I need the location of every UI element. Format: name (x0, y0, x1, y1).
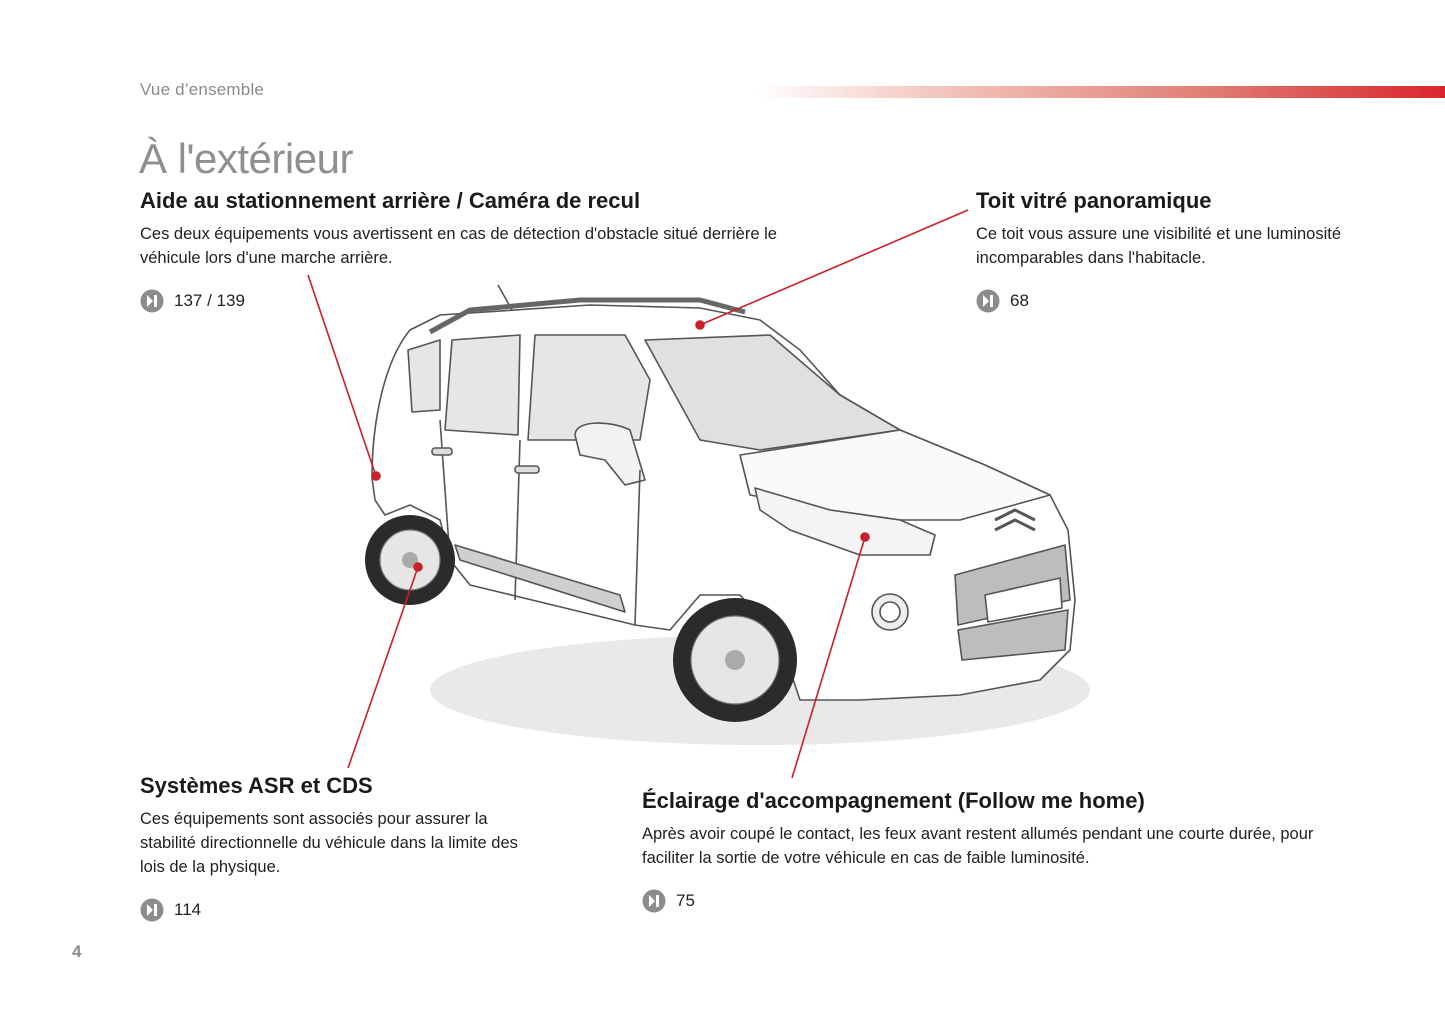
roof-description: Ce toit vous assure une visibilité et une luminosité incomparables dans l'habitacle. (976, 225, 1342, 267)
page-reference-icon (140, 289, 164, 313)
page-number: 4 (72, 942, 82, 961)
block-parking-aid (140, 188, 780, 313)
roof-reference[interactable] (976, 289, 1356, 313)
parking-aid-page-ref: 137 / 139 (174, 291, 245, 310)
page-title: À l'extérieur (139, 135, 353, 182)
parking-aid-description: Ces deux équipements vous avertissent en cas de détection d'obstacle situé derrière le véhicule lors d'une marche arrière. (140, 225, 777, 267)
callout-dot-parking (372, 472, 380, 480)
block-panoramic-roof (976, 188, 1356, 313)
roof-page-ref: 68 (1010, 291, 1029, 310)
block-follow-me-home (642, 788, 1362, 913)
callout-dot-lighting (861, 533, 869, 541)
roof-title: Toit vitré panoramique (976, 188, 1212, 213)
asr-reference[interactable] (140, 898, 540, 922)
block-asr-cds (140, 773, 540, 922)
asr-title: Systèmes ASR et CDS (140, 773, 373, 798)
parking-aid-title: Aide au stationnement arrière / Caméra de recul (140, 188, 641, 213)
front-wheel (673, 598, 797, 722)
callout-line-asr (348, 567, 418, 768)
parking-aid-reference[interactable] (140, 289, 780, 313)
asr-description: Ces équipements sont associés pour assurer la stabilité directionnelle du véhicule dans la limite des lois de la physique. (140, 810, 518, 876)
section-label: Vue d’ensemble (140, 80, 265, 99)
page-reference-icon (140, 898, 164, 922)
page-reference-icon (642, 889, 666, 913)
lighting-page-ref: 75 (676, 891, 695, 910)
page-reference-icon (976, 289, 1000, 313)
callout-dot-asr (414, 563, 422, 571)
callout-dot-roof (696, 321, 704, 329)
asr-page-ref: 114 (174, 900, 202, 919)
lighting-title: Éclairage d'accompagnement (Follow me home) (642, 788, 1145, 813)
lighting-description: Après avoir coupé le contact, les feux avant restent allumés pendant une courte durée, pour faciliter la sortie de votre véhicule en cas de faible luminosité. (642, 825, 1314, 867)
lighting-reference[interactable] (642, 889, 1362, 913)
